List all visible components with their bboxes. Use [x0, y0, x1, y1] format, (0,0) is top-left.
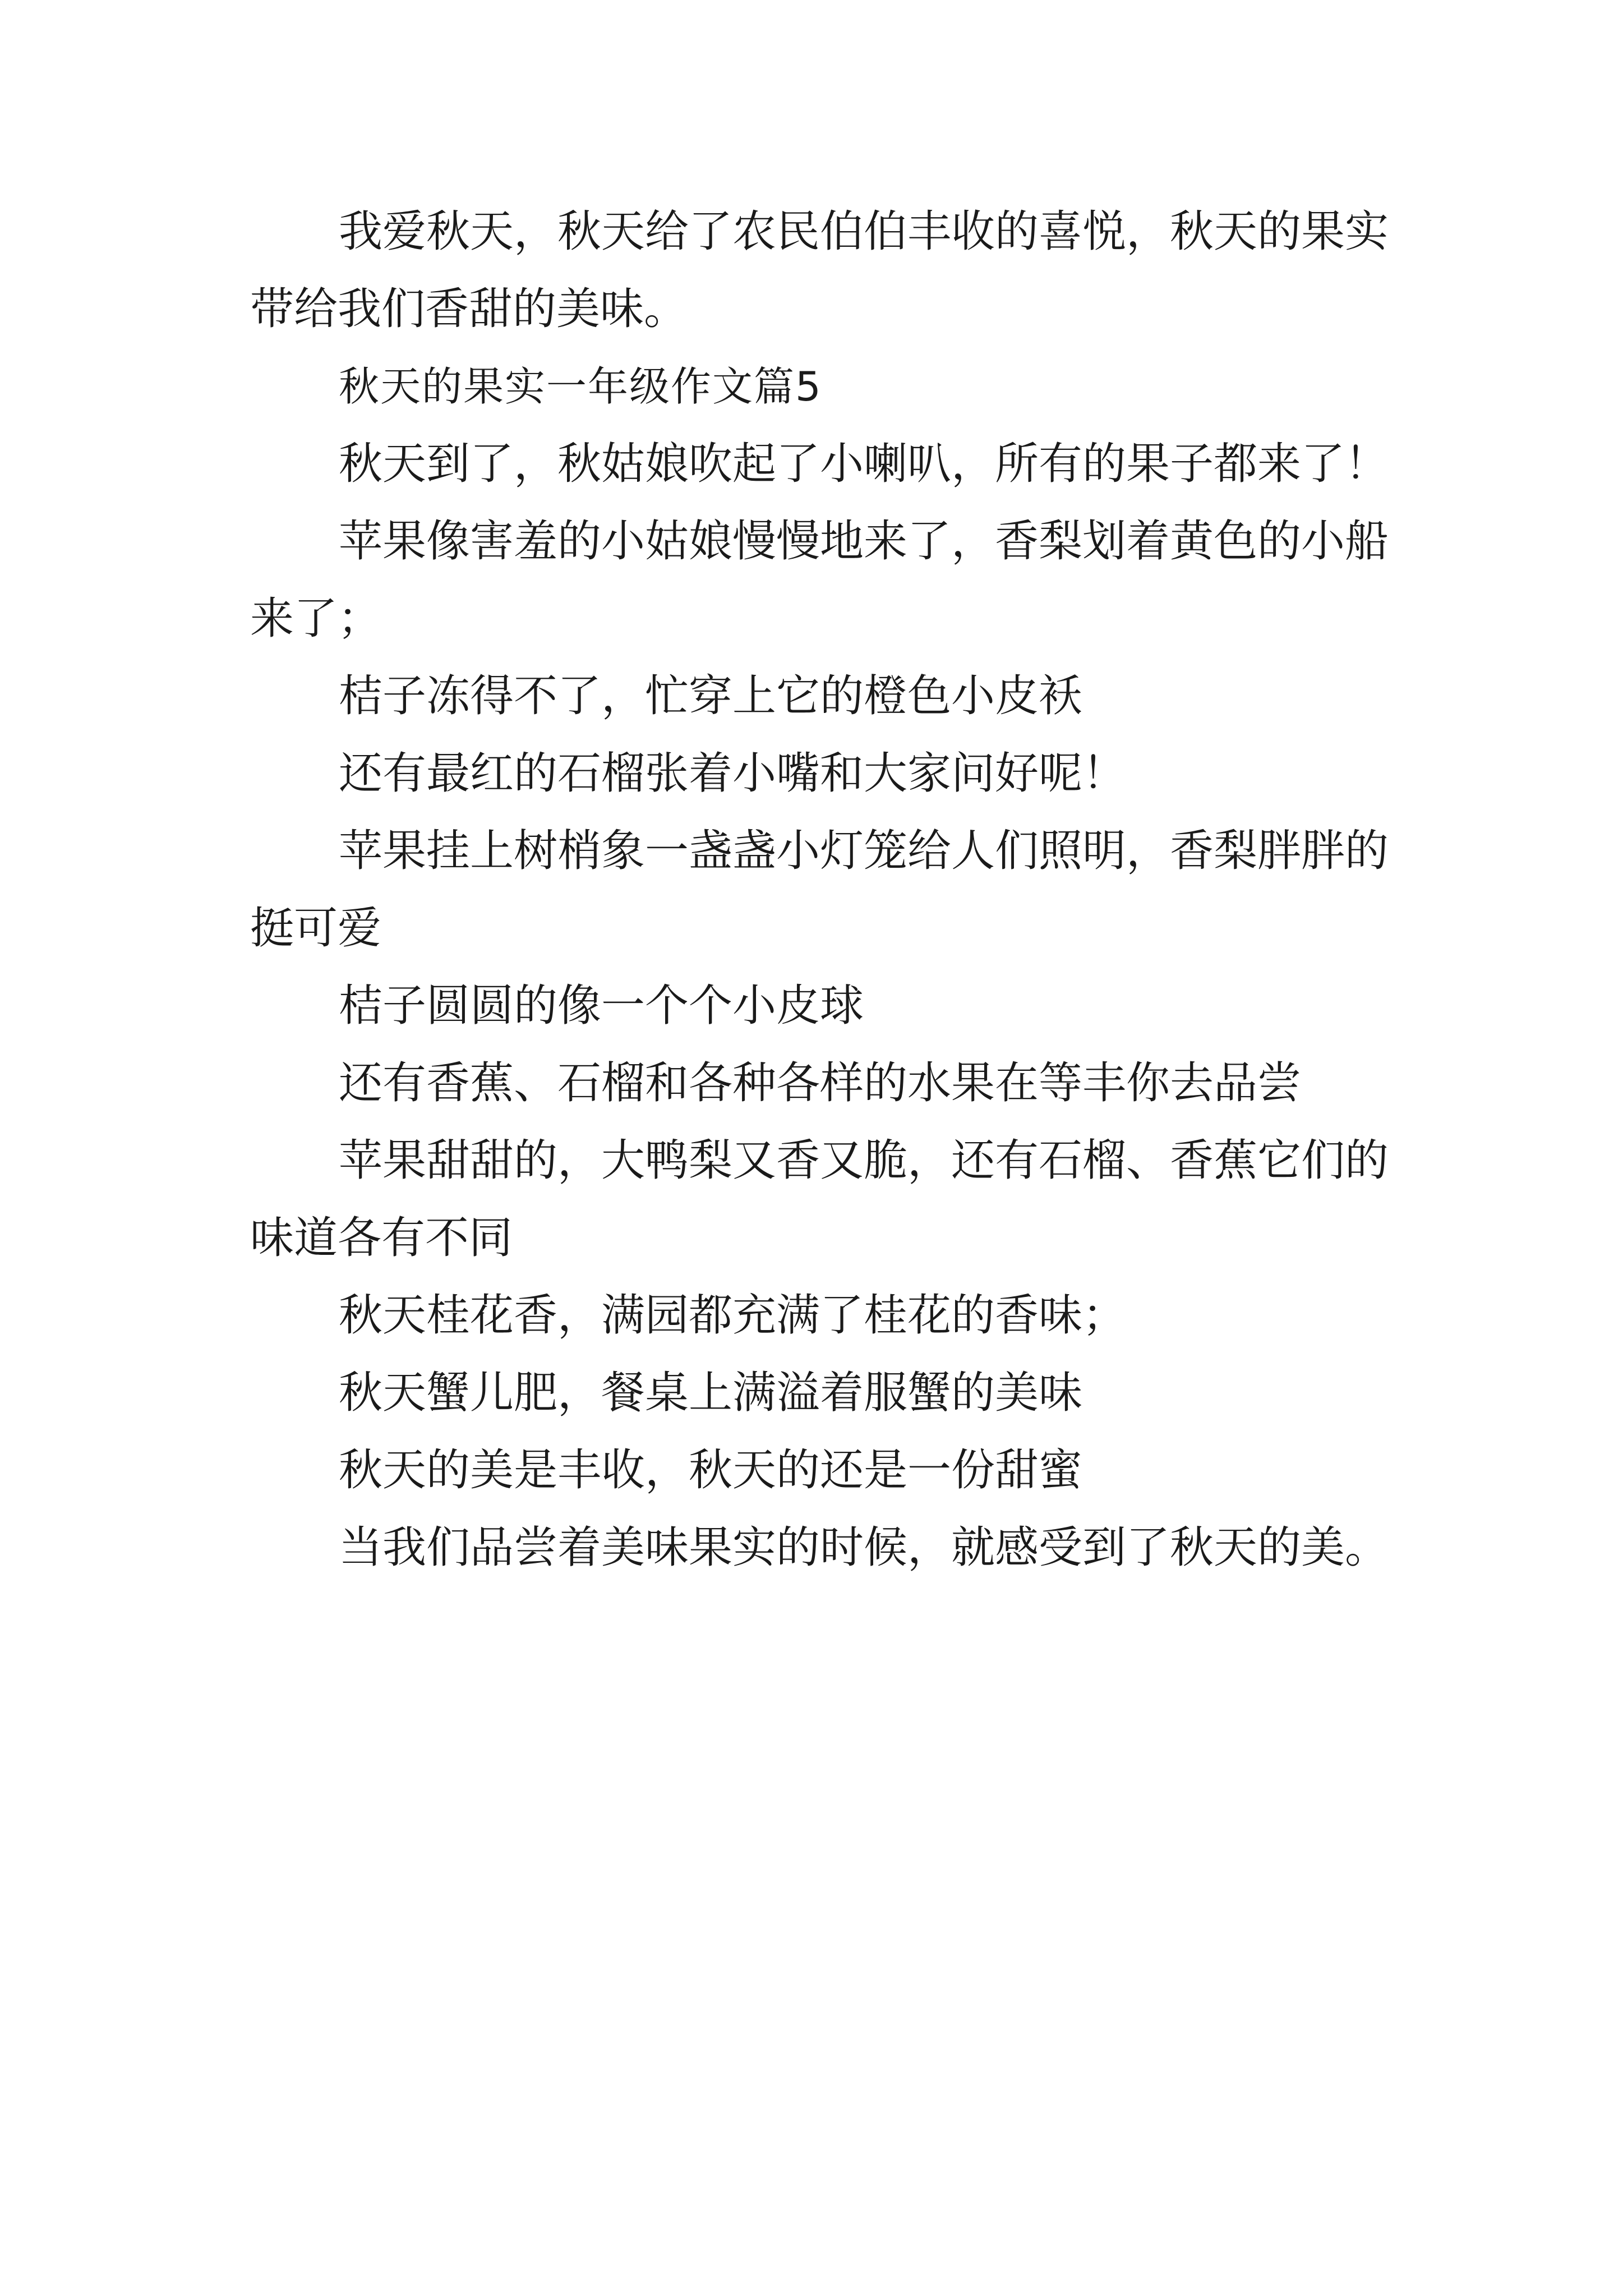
- paragraph-line: 秋天的美是丰收，秋天的还是一份甜蜜: [339, 1445, 1083, 1496]
- paragraph-line: 还有最红的石榴张着小嘴和大家问好呢！: [339, 748, 1127, 799]
- essay-title: 秋天的果实一年级作文篇5: [339, 363, 822, 410]
- paragraph-line: 当我们品尝着美味果实的时候，就感受到了秋天的美。: [339, 1522, 1389, 1573]
- essay-body: [250, 193, 1394, 1586]
- paragraph-line: 我爱秋天，秋天给了农民伯伯丰收的喜悦，秋天的果实: [339, 206, 1389, 257]
- paragraph-line: 桔子冻得不了，忙穿上它的橙色小皮袄: [339, 671, 1083, 721]
- paragraph-line: 苹果像害羞的小姑娘慢慢地来了，香梨划着黄色的小船: [339, 516, 1389, 567]
- paragraph-line: 带给我们香甜的美味。: [250, 284, 688, 334]
- paragraph-line: 秋天桂花香，满园都充满了桂花的香味；: [339, 1290, 1127, 1341]
- paragraph-line: 还有香蕉、石榴和各种各样的水果在等丰你去品尝: [339, 1058, 1302, 1108]
- paragraph-line: 味道各有不同: [250, 1213, 513, 1263]
- paragraph-line: 挺可爱: [250, 903, 382, 954]
- paragraph-line: 来了；: [250, 593, 382, 644]
- paragraph-line: 苹果甜甜的，大鸭梨又香又脆，还有石榴、香蕉它们的: [339, 1135, 1389, 1186]
- paragraph-line: 秋天到了，秋姑娘吹起了小喇叭，所有的果子都来了！: [339, 439, 1389, 489]
- paragraph-line: 苹果挂上树梢象一盏盏小灯笼给人们照明，香梨胖胖的: [339, 826, 1389, 876]
- paragraph-line: 桔子圆圆的像一个个小皮球: [339, 981, 864, 1031]
- paragraph-line: 秋天蟹儿肥，餐桌上满溢着服蟹的美味: [339, 1368, 1083, 1418]
